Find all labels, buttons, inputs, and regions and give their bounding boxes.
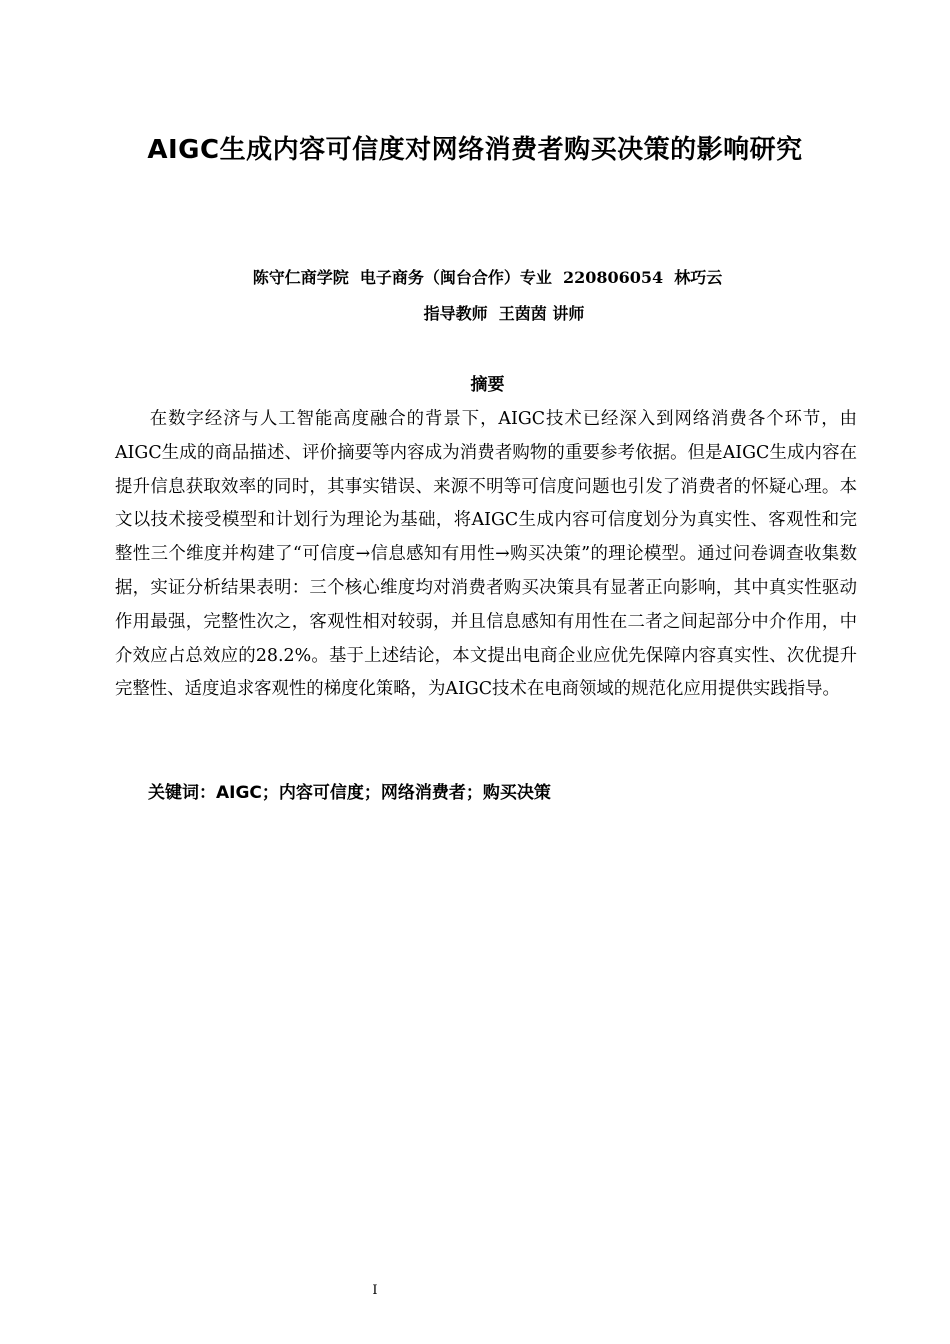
author-info: 陈守仁商学院 电子商务（闽台合作）专业 220806054 林巧云 xyxy=(252,268,723,287)
advisor-info: 指导教师 王茵茵 讲师 xyxy=(423,304,585,323)
abstract-heading: 摘要 xyxy=(470,375,505,395)
abstract-body: 在数字经济与人工智能高度融合的背景下，AIGC技术已经深入到网络消费各个环节，由AIGC生成的商品描述、评价摘要等内容成为消费者购物的重要参考依据。但是AIGC生成内容在提升信息获取效率的同时，其事实错误、来源不明等可信度问题也引发了消费者的怀疑心理。本文以技术接受模型和计划行为理论为基础，将AIGC生成内容可信度划分为真实性、客观性和完整性三个维度并构建了“可信度→信息感知有用性→购买决策”的理论模型。通过问卷调查收集数据，实证分析结果表明：三个核心维度均对消费者购买决策具有显著正向影响，其中真实性驱动作用最强，完整性次之，客观性相对较弱，并且信息感知有用性在二者之间起部分中介作用，中介效应占总效应的28.2%。基于上述结论，本文提出电商企业应优先保障内容真实性、次优提升完整性、适度追求客观性的梯度化策略，为AIGC技术在电商领域的规范化应用提供实践指导。 xyxy=(115,409,857,700)
paper-title: AIGC生成内容可信度对网络消费者购买决策的影响研究 xyxy=(147,135,803,165)
keywords-line: 关键词：AIGC；内容可信度；网络消费者；购买决策 xyxy=(148,783,551,803)
page-number: I xyxy=(372,1283,378,1298)
